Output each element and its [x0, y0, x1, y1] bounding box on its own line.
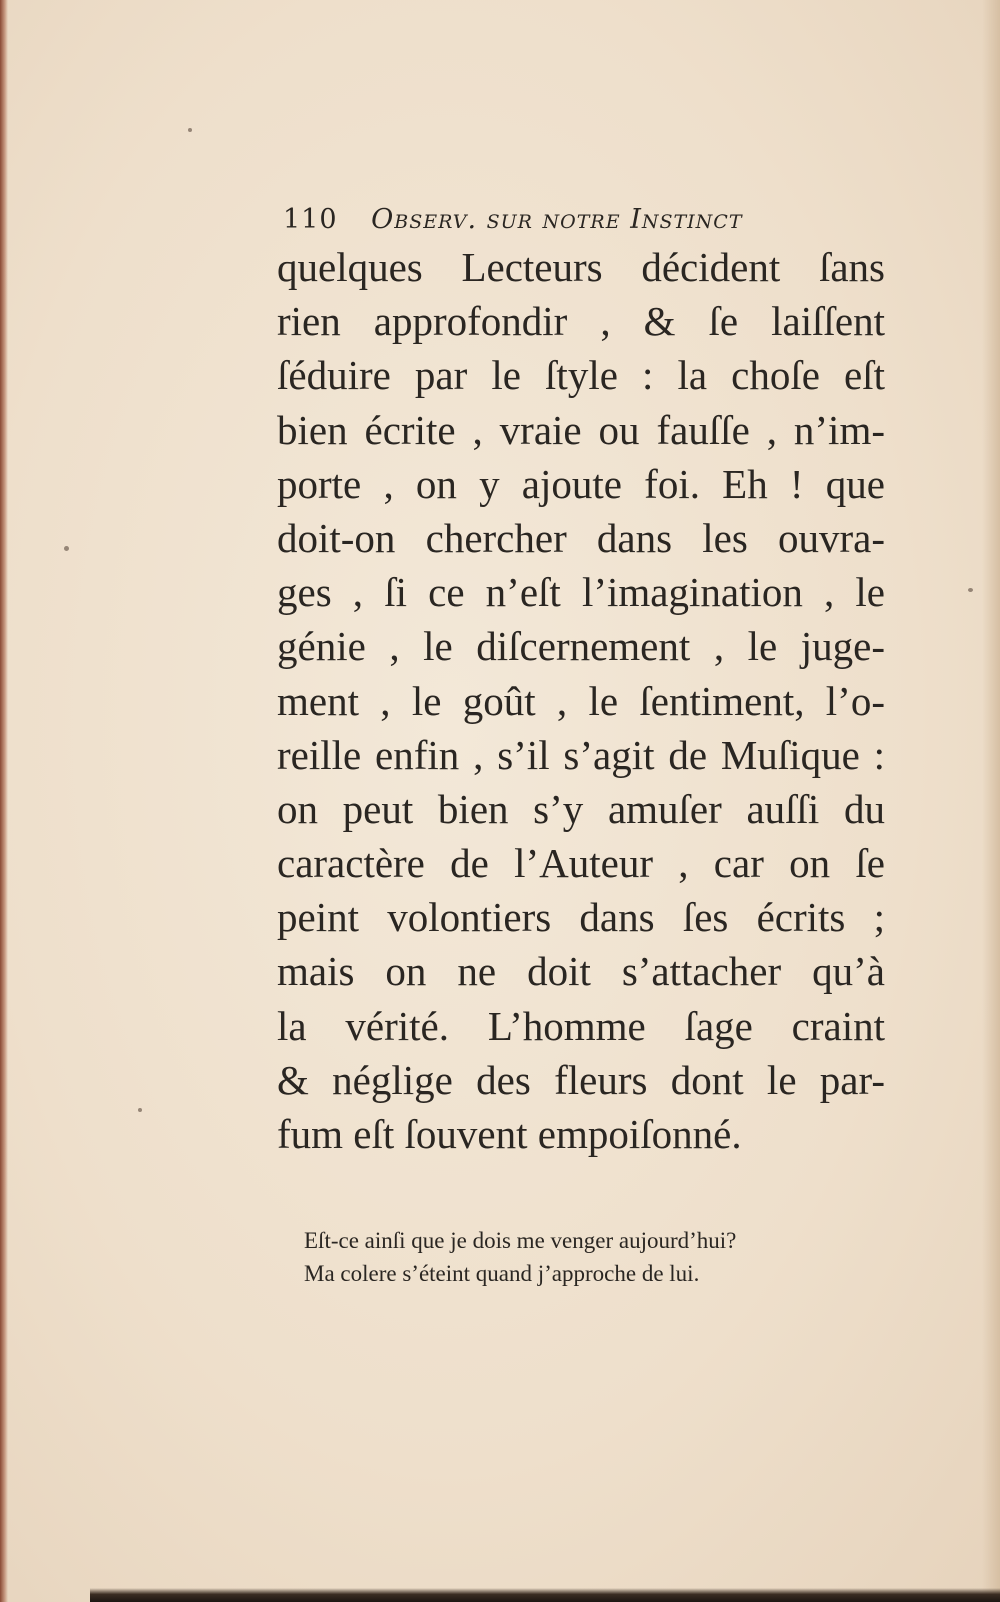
text-line: peint volontiers dans ſes écrits ;: [277, 894, 885, 941]
text-line: reille enfin , s’il s’agit de Muſique :: [277, 731, 885, 778]
page-left-edge: [0, 0, 8, 1602]
paper-speck: [968, 588, 973, 592]
text-line: doit-on chercher dans les ouvra-: [277, 514, 885, 561]
paper-speck: [64, 546, 69, 551]
text-line: fum eſt ſouvent empoiſonné.: [277, 1111, 742, 1157]
text-line: mais on ne doit s’attacher qu’à: [277, 948, 885, 995]
page-bottom-edge: [90, 1588, 1000, 1602]
text-line: ges , ſi ce n’eſt l’imagination , le: [277, 569, 885, 616]
text-line: la vérité. L’homme ſage craint: [277, 1002, 885, 1049]
running-header: [283, 204, 883, 235]
verse-line: Ma colere s’éteint quand j’approche de lui.: [304, 1261, 700, 1286]
page-right-edge: [982, 0, 1000, 1602]
verse-line: Eſt-ce ainſi que je dois me venger aujourd’hui?: [304, 1228, 737, 1253]
text-line: caractère de l’Auteur , car on ſe: [277, 840, 885, 887]
text-line: on peut bien s’y amuſer auſſi du: [277, 785, 885, 832]
text-line: rien approfondir , & ſe laiſſent: [277, 298, 885, 345]
text-line: porte , on y ajoute foi. Eh ! que: [277, 460, 885, 507]
paper-speck: [138, 1108, 142, 1112]
text-line: ment , le goût , le ſentiment, l’o-: [277, 677, 885, 724]
paper-speck: [188, 128, 192, 132]
verse-quotation: [304, 1224, 844, 1290]
text-line: ſéduire par le ſtyle : la choſe eſt: [277, 352, 885, 399]
text-line: bien écrite , vraie ou fauſſe , n’im-: [277, 406, 885, 453]
text-line: génie , le diſcernement , le juge-: [277, 623, 885, 670]
text-line: & néglige des fleurs dont le par-: [277, 1056, 885, 1103]
page-number: 110: [283, 204, 338, 235]
running-title: Observ. sur notre Instinct: [371, 204, 743, 235]
text-line: quelques Lecteurs décident ſans: [277, 244, 885, 290]
body-paragraph: [277, 240, 885, 1161]
